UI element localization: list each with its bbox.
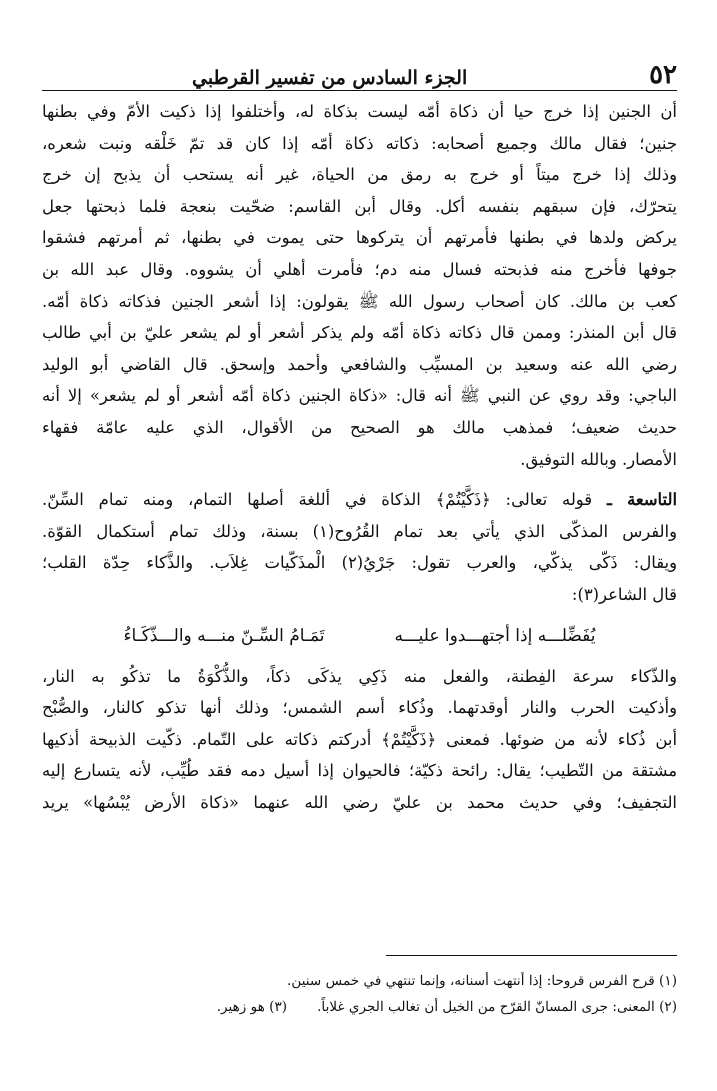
body-line: يركض ولدها في بطنها فأمرتهم أن يتركوها حتى يموت في بطنها، ثم أمرتهم فشقوا — [42, 228, 677, 248]
body-line: يتحرّك، فإن سبقهم بنفسه أكل. وقال أبن القاسم: ضحّيت بنعجة فلما ذبحتها جعل — [42, 196, 677, 216]
footnotes — [42, 968, 677, 1020]
body-line: الأمصار. وبالله التوفيق. — [520, 449, 677, 469]
body-line: وأذكيت الحرب والنار أوقدتهما. وذُكاء أسم الشمس؛ وذلك أنها تذكو كالنار، والصُّبْح — [42, 698, 677, 718]
body-line: قال الشاعر(٣): — [571, 584, 677, 604]
running-title: الجزء السادس من تفسير القرطبي — [192, 67, 468, 89]
body-line: أبن ذُكاء لأنه من ضوئها. فمعنى ﴿ذَكَّيْتُمْ﴾ أدركتم ذكاته على التّمام. ذكّيت الذبيحة أذكيها — [42, 729, 677, 749]
body-line: كعب بن مالك. كان أصحاب رسول الله ﷺ يقولون: إذا أشعر الجنين فذكاته ذكاة أمّه. — [42, 291, 677, 311]
page-header — [42, 52, 677, 88]
body-line: قال أبن المنذر: وممن قال ذكاته ذكاة أمّه ولم يذكر أشعر أو لم يشعر عليّ بن أبي طالب — [42, 323, 677, 343]
body-line: مشتقة من التّطيب؛ يقال: رائحة ذكيّة؛ فالحيوان إذا أسيل دمه فقد طُيِّب، لأنه يتسارع إليه — [42, 761, 677, 781]
body-line: وذلك إذا خرج ميتاً أو خرج به رمق من الحياة، غير أنه يستحب أن يذبح إن خرج — [42, 165, 677, 185]
body-text — [42, 96, 677, 818]
body-line: رضي الله عنه وسعيد بن المسيِّب والشافعي وأحمد وإسحق. قال القاضي أبو الوليد — [42, 354, 677, 374]
footnote-3: (٣) هو زهير. — [216, 999, 288, 1015]
header-rule — [42, 90, 677, 91]
body-line: والذّكاء سرعة الفِطنة، والفعل منه ذَكِي يذكَى ذكاً، والذُّكْوَةُ ما تذكُو به النار، — [42, 666, 677, 686]
body-line: الباجي: وقد روي عن النبي ﷺ أنه قال: «ذكاة الجنين ذكاة أمّه أشعر أو لم يشعر» إلا أنه — [42, 386, 677, 406]
verse-first-hemistich: يُفَضِّلـــه إذا أجتهـــدوا عليـــه — [394, 625, 596, 646]
footnote-rule — [386, 955, 677, 956]
section-text: قوله تعالى: ﴿ذَكَّيْتُمْ﴾ الذكاة في أللغة أصلها التمام، ومنه تمام السِّنّ. — [42, 490, 593, 510]
body-line: جنين؛ فقال مالك وجميع أصحابه: ذكاته ذكاة أمّه إذا كان قد تمّ خَلْقه ونبت شعره، — [42, 133, 677, 153]
body-line: جوفها فأخرج منه فذبحته فسال منه دم؛ فأمرت أهلي أن يشووه. وقال عبد الله بن — [42, 259, 677, 279]
verse-second-hemistich: تَمَـامُ السِّـنّ منـــه والـــذّكَـاءُ — [123, 625, 325, 646]
section-line — [42, 484, 677, 516]
body-line: ويقال: ذَكّى يذكّي، والعرب تقول: جَرْيُ(٢) الْمذَكّيات غِلاَب. والذَّكاء حِدّة القلب؛ — [42, 553, 677, 573]
body-line: حديث ضعيف؛ فمذهب مالك هو الصحيح من الأقوال، الذي عليه عامّة فقهاء — [42, 417, 677, 437]
section-label: التاسعة ـ — [606, 490, 677, 510]
body-line: أن الجنين إذا خرج حيا أن ذكاة أمّه ليست بذكاة له، وأختلفوا إذا ذكيت الأمّ وفي بطنها — [42, 102, 677, 121]
footnote-row — [42, 994, 677, 1020]
body-line: والفرس المذكّى الذي يأتي بعد تمام القُرُوح(١) بسنة، وذلك تمام أستكمال القوّة. — [42, 521, 677, 541]
page-number: ٥٢ — [649, 60, 677, 90]
poetry-verse — [42, 611, 677, 661]
body-line: التجفيف؛ وفي حديث محمد بن عليّ رضي الله عنهما «ذكاة الأرض يُبْسُها» يريد — [42, 792, 677, 812]
footnote-1: (١) قرح الفرس قروحا: إذا أنتهت أسنانه، وإنما تنتهي في خمس سنين. — [287, 973, 677, 989]
footnote-2: (٢) المعنى: جرى المسانّ القرّح من الخيل أن تغالب الجري غلاباً. — [317, 999, 677, 1015]
paragraph-gap — [42, 475, 677, 484]
